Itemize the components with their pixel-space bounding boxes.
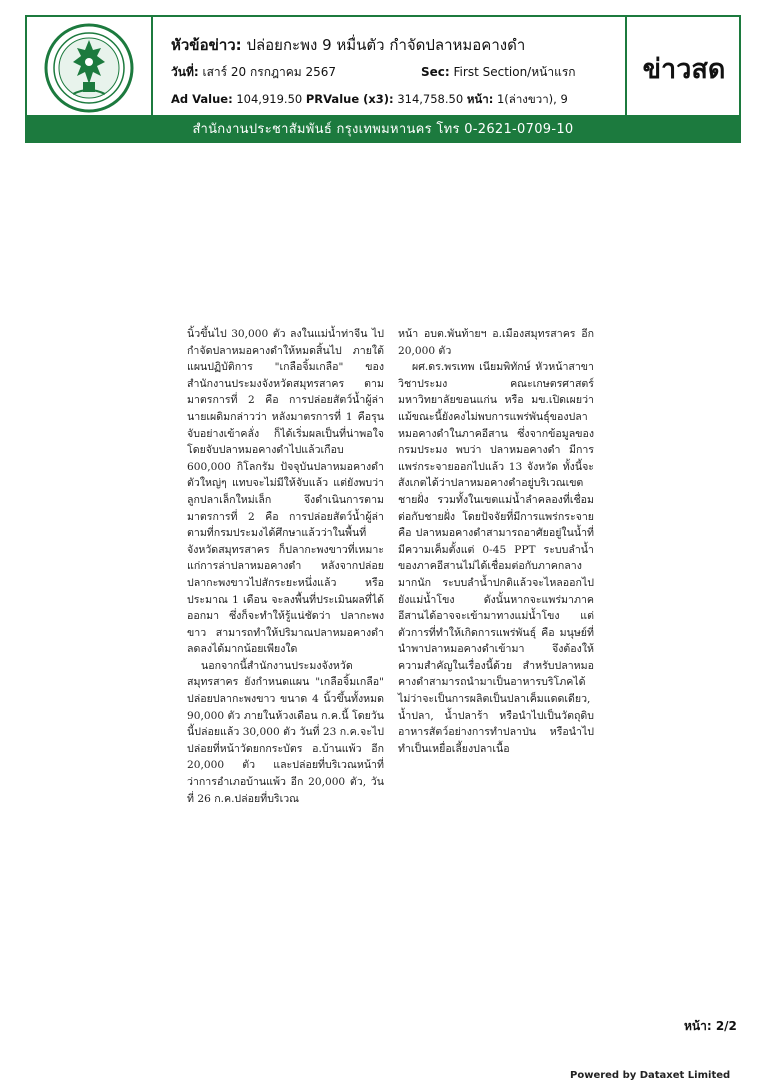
section-value: First Section/หน้าแรก (453, 65, 576, 79)
headline: ปล่อยกะพง 9 หมื่นตัว กำจัดปลาหมอคางดำ (246, 36, 526, 54)
publication-tag: ข่าวสด (642, 53, 726, 85)
info-cell (153, 17, 627, 119)
date-label: วันที่: (171, 65, 199, 79)
prvalue: 314,758.50 (397, 92, 464, 106)
publication-tag-cell (627, 17, 741, 119)
article-column-left (187, 326, 384, 807)
page-label: หน้า: (466, 92, 494, 106)
date-value: เสาร์ 20 กรกฎาคม 2567 (202, 65, 337, 79)
article-paragraph: นอกจากนี้สำนักงานประมงจังหวัดสมุทรสาคร ยังกำหนดแผน "เกลือจิ้มเกลือ" ปล่อยปลากะพงขาว ขนาด 4 นิ้วขึ้นทั้งหมด 90,000 ตัว ภายในห้วงเดือน ก.ค.นี้ โดยวันนี้ปล่อยแล้ว 30,000 ตัว วันที่ 23 ก.ค.จะไปปล่อยที่หน้าวัดยกกระบัตร อ.บ้านแพ้ว อีก 20,000 ตัว และปล่อยที่บริเวณหน้าที่ว่าการอำเภอบ้านแพ้ว อีก 20,000 ตัว, วันที่ 26 ก.ค.ปล่อยที่บริเวณ (187, 659, 384, 805)
agency-band (27, 115, 739, 141)
section-info (421, 63, 576, 82)
page-value: 1(ล่างขวา), 9 (496, 92, 568, 106)
article-column-right (398, 326, 594, 757)
powered-by: Powered by Dataxet Limited (570, 1070, 731, 1081)
article-paragraph: นิ้วขึ้นไป 30,000 ตัว ลงในแม่น้ำท่าจีน ไปกำจัดปลาหมอคางดำให้หมดสิ้นไป ภายใต้แผนปฏิบัติการ "เกลือจิ้มเกลือ" ของสำนักงานประมงจังหวัดสมุทรสาคร ตามมาตรการที่ 2 คือ การปล่อยสัตว์น้ำผู้ล่า นายเผดิมกล่าวว่า หลังมาตรการที่ 1 คือรุนจับอย่างเข้าคลั่ง ก็ได้เริ่มผลเป็นที่น่าพอใจ โดยจับปลาหมอคางดำไปแล้วเกือบ 600,000 กิโลกรัม ปัจจุบันปลาหมอคางดำตัวใหญ่ๆ แทบจะไม่มีให้จับแล้ว แต่ยังพบว่าลูกปลาเล็กใหม่เล็ก จึงดำเนินการตามมาตรการที่ 2 คือ การปล่อยสัตว์น้ำผู้ล่า ตามที่กรมประมงได้ศึกษาแล้วว่าในพื้นที่จังหวัดสมุทรสาคร ก็ปลากะพงขาวที่เหมาะแก่การล่าปลาหมอคางดำ หลังจากปล่อยปลากะพงขาวไปสักระยะหนึ่งแล้ว หรือประมาณ 1 เดือน จะลงพื้นที่ประเมินผลที่ได้ออกมา ซึ่งก็จะทำให้รู้แน่ชัดว่า ปลากะพงขาว สามารถทำให้ปริมาณปลาหมอคางดำลดลงได้มากน้อยเพียงใด (187, 328, 384, 656)
value-row (171, 91, 568, 109)
headline-label: หัวข้อข่าว: (171, 36, 242, 54)
prvalue-label: PRValue (x3): (305, 92, 394, 106)
section-label: Sec: (421, 65, 450, 79)
ad-value-label: Ad Value: (171, 92, 233, 106)
agency-contact: สำนักงานประชาสัมพันธ์ กรุงเทพมหานคร โทร 0-2621-0709-10 (192, 121, 574, 137)
clipping-header (25, 15, 741, 143)
headline-row (171, 33, 525, 57)
date-row (171, 63, 611, 82)
ad-value: 104,919.50 (236, 92, 303, 106)
page-indicator: หน้า: 2/2 (684, 1019, 737, 1033)
bma-seal-icon (43, 22, 135, 114)
logo-cell (27, 17, 153, 119)
article-paragraph: หน้า อบต.พันท้ายฯ อ.เมืองสมุทรสาคร อีก 20,000 ตัว (398, 328, 594, 357)
article-paragraph: ผศ.ดร.พรเทพ เนียมพิทักษ์ หัวหน้าสาขาวิชาประมง คณะเกษตรศาสตร์ มหาวิทยาลัยขอนแก่น หรือ มข.เปิดเผยว่า แม้ขณะนี้ยังคงไม่พบการแพร่พันธุ์ของปลาหมอคางดำในภาคอีสาน ซึ่งจากข้อมูลของกรมประมง พบว่า ปลาหมอคางดำ มีการแพร่กระจายออกไปแล้ว 13 จังหวัด ทั้งนี้จะสังเกตได้ว่าปลาหมอคางดำอยู่บริเวณเขตชายฝั่ง รวมทั้งในเขตแม่น้ำลำคลองที่เชื่อมต่อกับชายฝั่ง โดยปัจจัยที่มีการแพร่กระจาย คือ ปลาหมอคางดำสามารถอาศัยอยู่ในน้ำที่มีความเค็มตั้งแต่ 0-45 PPT ระบบลำน้ำของภาคอีสานไม่ได้เชื่อมต่อกับภาคกลางมากนัก ระบบลำน้ำปกติแล้วจะไหลออกไปยังแม่น้ำโขง ดังนั้นหากจะแพร่มาภาคอีสานได้อาจจะเข้ามาทางแม่น้ำโขง แต่ตัวการที่ทำให้เกิดการแพร่พันธุ์ คือ มนุษย์ที่นำพาปลาหมอคางดำเข้ามา จึงต้องให้ความสำคัญในเรื่องนี้ด้วย สำหรับปลาหมอคางดำสามารถนำมาเป็นอาหารบริโภคได้ ไม่ว่าจะเป็นการผลิตเป็นปลาเค็มแดดเดียว, น้ำปลา, น้ำปลาร้า หรือนำไปเป็นวัตถุดิบอาหารสัตว์อย่างการทำปลาป่น หรือนำไปทำเป็นเหยื่อเลี้ยงปลาเนื้อ (398, 361, 594, 755)
